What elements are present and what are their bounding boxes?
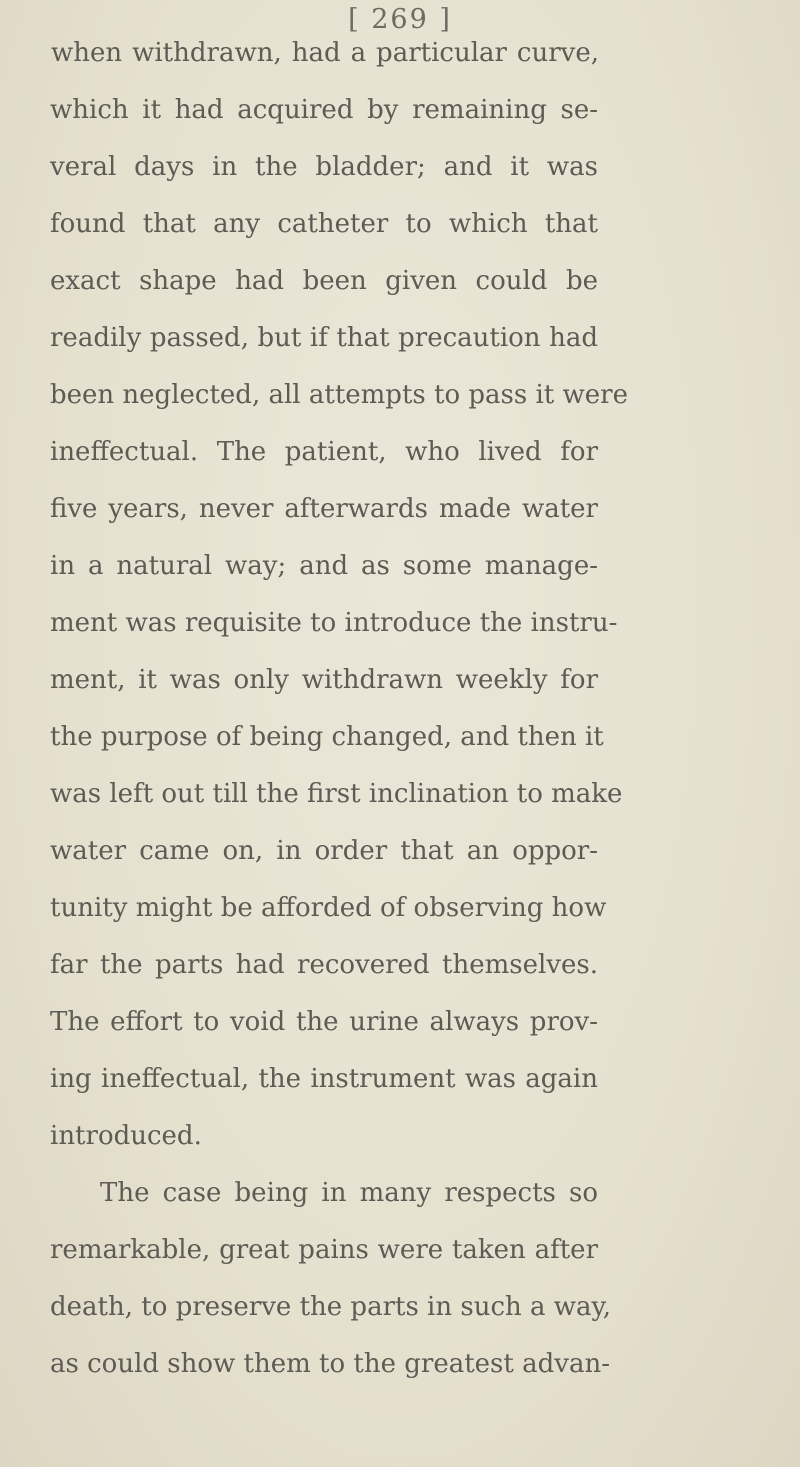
text-line: tunity might be afforded of observing how (50, 893, 607, 923)
text-line: death, to preserve the parts in such a way, (50, 1292, 612, 1322)
text-line: five years, never afterwards made water (50, 494, 598, 524)
text-line: exact shape had been given could be (50, 266, 598, 296)
text-line: water came on, in order that an oppor- (50, 836, 598, 866)
text-line: ineffectual. The patient, who lived for (50, 437, 598, 467)
text-line: ment, it was only withdrawn weekly for (50, 665, 598, 695)
text-line: which it had acquired by remaining se- (50, 95, 598, 125)
text-line: remarkable, great pains were taken after (50, 1235, 598, 1265)
text-line: ing ineffectual, the instrument was again (50, 1064, 598, 1094)
text-line: in a natural way; and as some manage- (50, 551, 598, 581)
text-line: been neglected, all attempts to pass it were (50, 380, 628, 410)
text-line: when withdrawn, had a particular curve, (51, 38, 599, 68)
text-line: The case being in many respects so (100, 1178, 598, 1208)
text-line: was left out till the first inclination to make (50, 779, 623, 809)
text-line: as could show them to the greatest advan- (50, 1349, 610, 1379)
text-line: The effort to void the urine always prov- (50, 1007, 598, 1037)
text-line: found that any catheter to which that (50, 209, 598, 239)
text-line: far the parts had recovered themselves. (50, 950, 598, 980)
page-number: [ 269 ] (348, 4, 452, 35)
text-line: the purpose of being changed, and then it (50, 722, 604, 752)
text-line: veral days in the bladder; and it was (50, 152, 598, 182)
text-line: introduced. (50, 1121, 202, 1151)
text-line: readily passed, but if that precaution had (50, 323, 598, 353)
text-line: ment was requisite to introduce the instru- (50, 608, 618, 638)
